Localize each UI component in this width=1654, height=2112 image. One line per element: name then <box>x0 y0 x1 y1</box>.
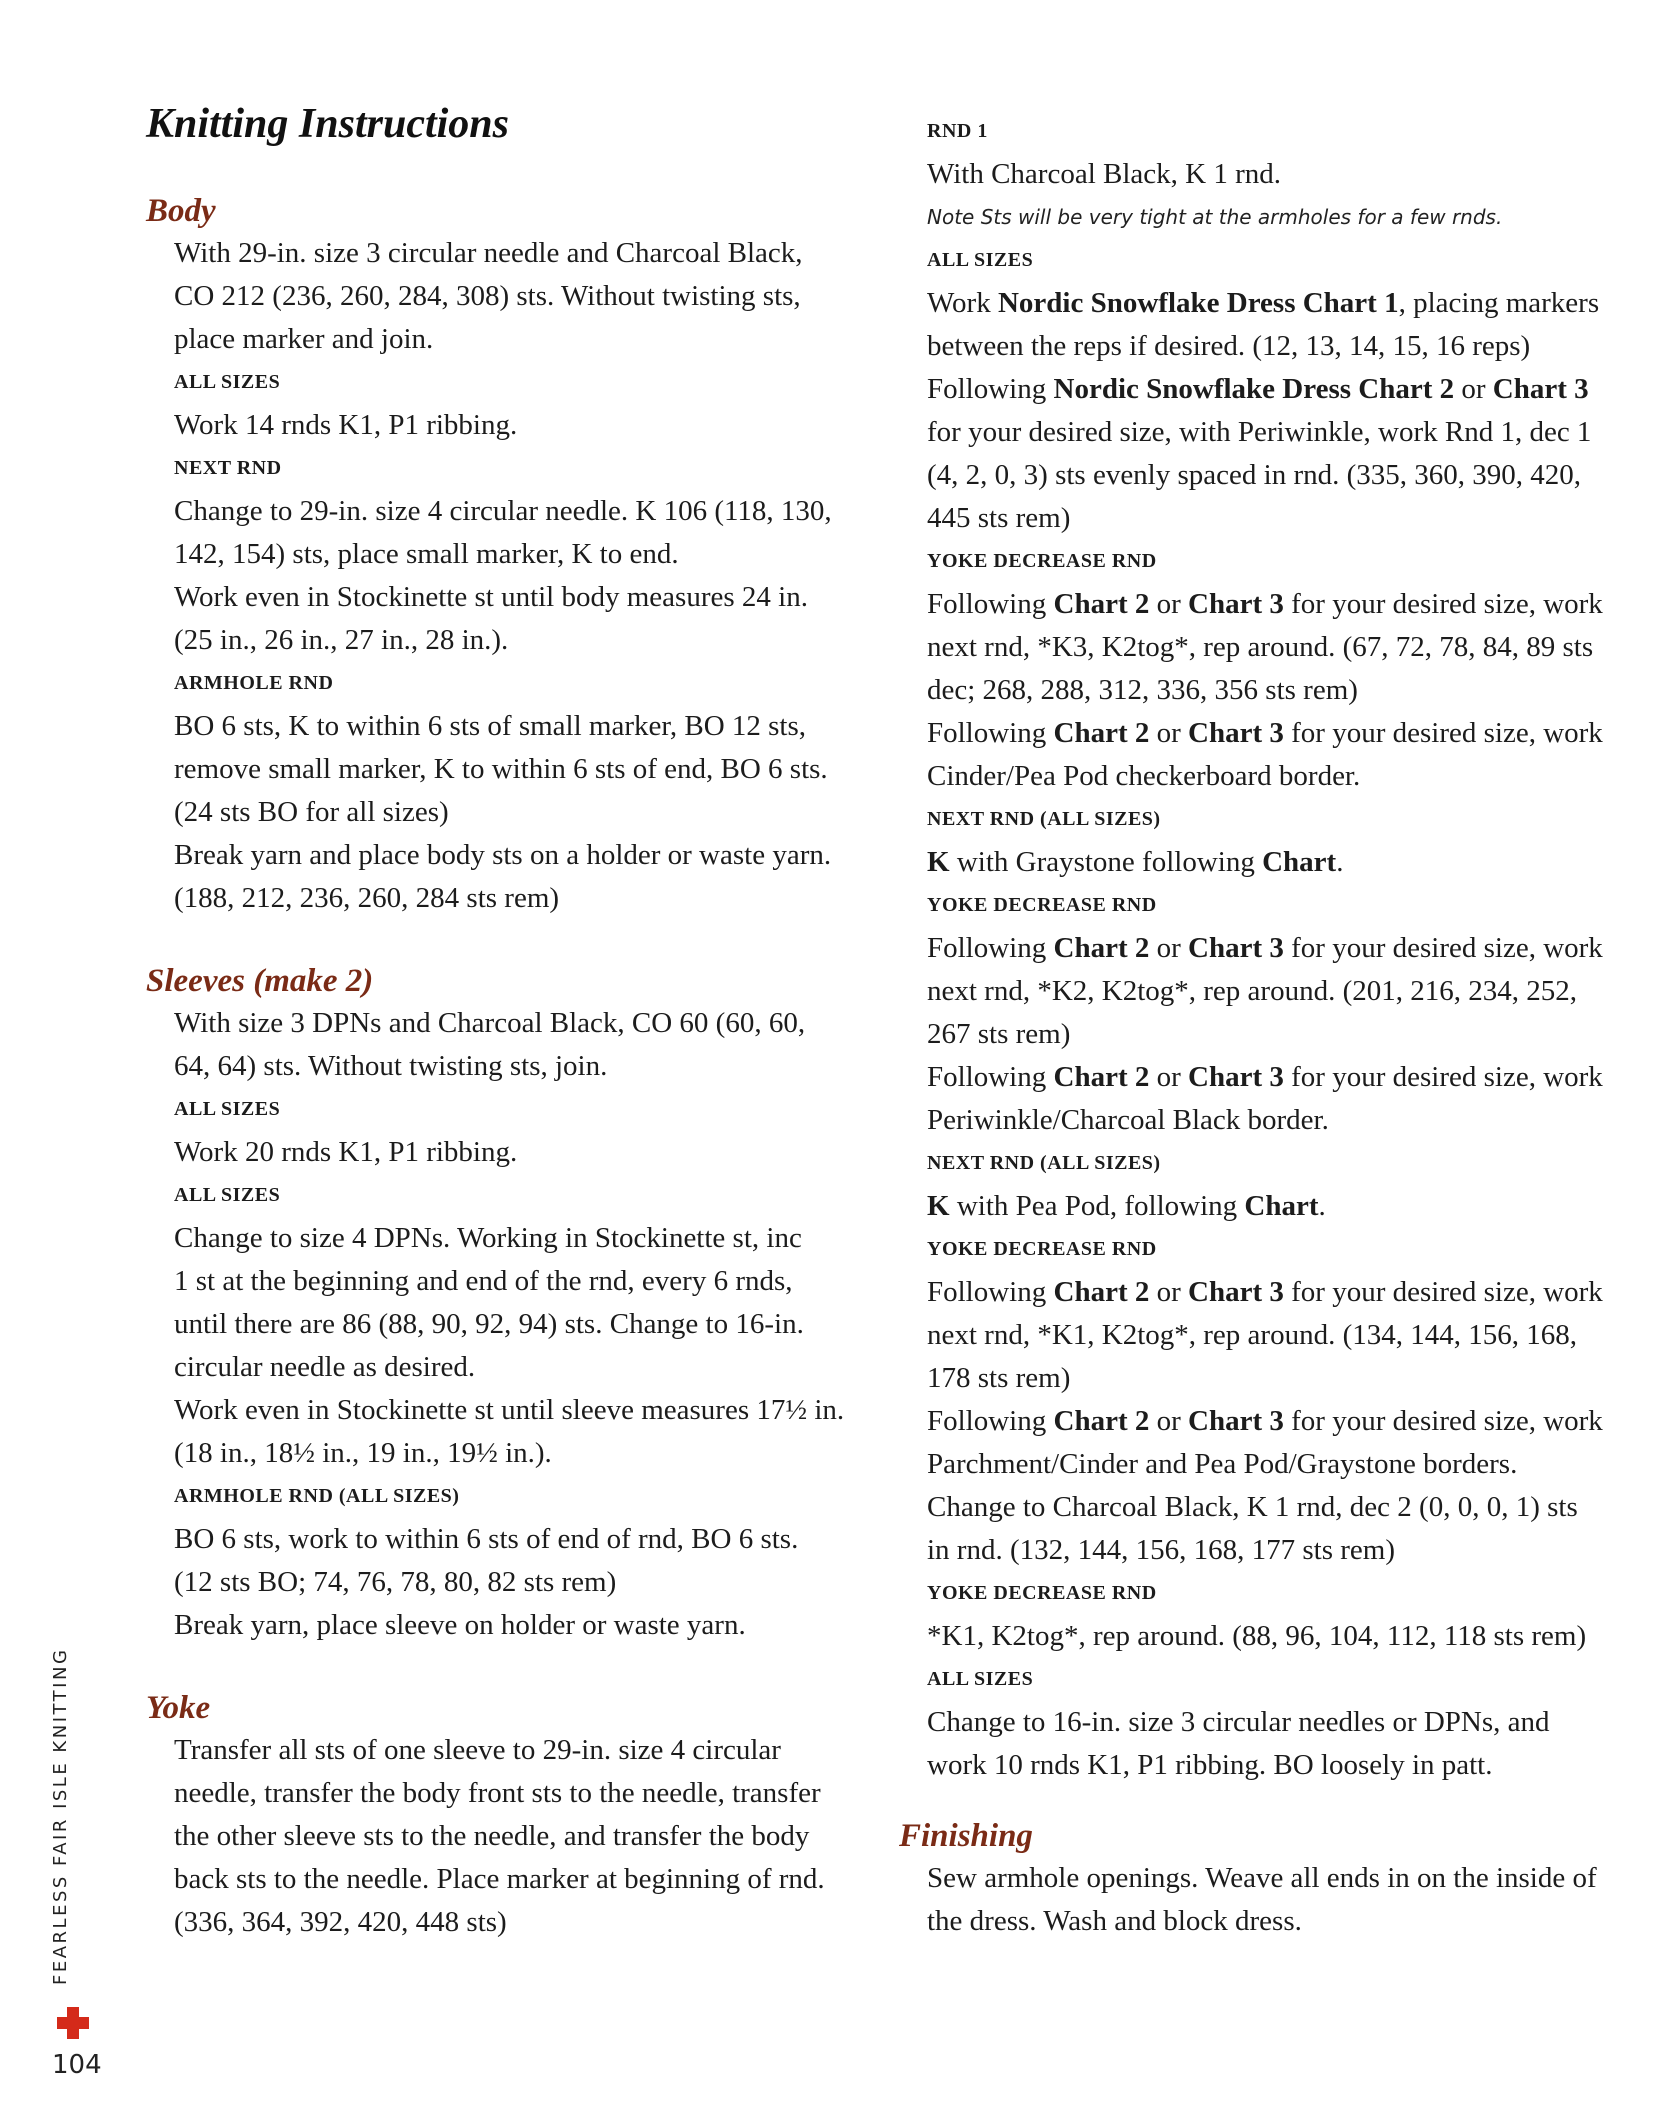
sleeves-line: circular needle as desired. <box>174 1351 476 1383</box>
right-column <box>899 110 1627 1943</box>
sublabel-armhole-rnd: ARMHOLE RND (ALL SIZES) <box>174 1485 460 1507</box>
sublabel-all-sizes: ALL SIZES <box>927 249 1034 271</box>
instruction-line: Following Chart 2 or Chart 3 for your desired size, work <box>927 1405 1603 1437</box>
note-line <box>927 196 1627 239</box>
chart-ref: Chart 3 <box>1188 717 1284 749</box>
instruction-line: Following Chart 2 or Chart 3 for your desired size, work <box>927 932 1603 964</box>
yoke-line: (336, 364, 392, 420, 448 sts) <box>174 1906 507 1938</box>
sleeves-line: 1 st at the beginning and end of the rnd, every 6 rnds, <box>174 1265 793 1297</box>
instruction-line: Following Chart 2 or Chart 3 for your desired size, work <box>927 1061 1603 1093</box>
sublabel-all-sizes: ALL SIZES <box>927 1668 1034 1690</box>
yoke-section <box>146 1729 866 1944</box>
finishing-heading: Finishing <box>899 1818 1033 1854</box>
instruction-line: Cinder/Pea Pod checkerboard border. <box>927 760 1361 792</box>
body-line: Work even in Stockinette st until body measures 24 in. <box>174 581 808 613</box>
sleeves-line: 64, 64) sts. Without twisting sts, join. <box>174 1050 608 1082</box>
sleeves-line: (12 sts BO; 74, 76, 78, 80, 82 sts rem) <box>174 1566 617 1598</box>
sleeves-line: Work even in Stockinette st until sleeve measures 17½ in. <box>174 1394 845 1426</box>
chart-ref: Chart 2 <box>1053 1405 1150 1437</box>
body-section <box>146 232 866 920</box>
instruction-line: Work Nordic Snowflake Dress Chart 1, placing markers <box>927 287 1600 319</box>
instruction-line: dec; 268, 288, 312, 336, 356 sts rem) <box>927 674 1358 706</box>
note-label: Note <box>927 205 975 229</box>
chart-ref: Chart 3 <box>1188 932 1284 964</box>
sleeves-line: (18 in., 18½ in., 19 in., 19½ in.). <box>174 1437 552 1469</box>
left-column <box>146 190 866 1944</box>
body-line: (24 sts BO for all sizes) <box>174 796 449 828</box>
body-line: BO 6 sts, K to within 6 sts of small marker, BO 12 sts, <box>174 710 807 742</box>
yoke-line: Transfer all sts of one sleeve to 29-in. size 4 circular <box>174 1734 781 1766</box>
instruction-line: next rnd, *K1, K2tog*, rep around. (134, 144, 156, 168, <box>927 1319 1577 1351</box>
sleeves-line: Break yarn, place sleeve on holder or waste yarn. <box>174 1609 746 1641</box>
sublabel-all-sizes: ALL SIZES <box>174 1098 281 1120</box>
chart-ref: Chart 3 <box>1188 1405 1284 1437</box>
chart-ref: Chart 3 <box>1188 1061 1284 1093</box>
chart-ref: Chart <box>1262 846 1337 878</box>
chart-ref: Chart 2 <box>1053 588 1150 620</box>
body-line: place marker and join. <box>174 323 434 355</box>
chart-ref: Nordic Snowflake Dress Chart 2 <box>1053 373 1455 405</box>
chart-ref: Chart <box>1244 1190 1319 1222</box>
cross-icon <box>55 2005 91 2041</box>
instruction-line: Following Nordic Snowflake Dress Chart 2 or Chart 3 <box>927 373 1589 405</box>
chart-ref: Chart 3 <box>1188 588 1284 620</box>
sublabel-yoke-decrease-rnd: YOKE DECREASE RND <box>927 894 1157 916</box>
instruction-line: Following Chart 2 or Chart 3 for your desired size, work <box>927 1276 1603 1308</box>
body-line: (25 in., 26 in., 27 in., 28 in.). <box>174 624 509 656</box>
instruction-line: Change to Charcoal Black, K 1 rnd, dec 2 (0, 0, 0, 1) sts <box>927 1491 1578 1523</box>
sublabel-armhole-rnd: ARMHOLE RND <box>174 672 334 694</box>
sleeves-line: Change to size 4 DPNs. Working in Stockinette st, inc <box>174 1222 802 1254</box>
yoke-continued <box>927 110 1627 1787</box>
chart-ref: Chart 3 <box>1188 1276 1284 1308</box>
yoke-line: needle, transfer the body front sts to the needle, transfer <box>174 1777 821 1809</box>
chart-ref: Chart 2 <box>1053 932 1150 964</box>
finishing-line: the dress. Wash and block dress. <box>927 1905 1302 1937</box>
body-line: remove small marker, K to within 6 sts of end, BO 6 sts. <box>174 753 828 785</box>
body-line: CO 212 (236, 260, 284, 308) sts. Without twisting sts, <box>174 280 801 312</box>
instruction-line: 178 sts rem) <box>927 1362 1071 1394</box>
yoke-line: the other sleeve sts to the needle, and transfer the body <box>174 1820 810 1852</box>
instruction-line: 267 sts rem) <box>927 1018 1071 1050</box>
sleeves-line: until there are 86 (88, 90, 92, 94) sts. Change to 16-in. <box>174 1308 804 1340</box>
instruction-line: (4, 2, 0, 3) sts evenly spaced in rnd. (335, 360, 390, 420, <box>927 459 1582 491</box>
body-line: 142, 154) sts, place small marker, K to end. <box>174 538 679 570</box>
instruction-line: K with Graystone following Chart. <box>927 846 1344 878</box>
sublabel-all-sizes: ALL SIZES <box>174 371 281 393</box>
instruction-line: Parchment/Cinder and Pea Pod/Graystone borders. <box>927 1448 1518 1480</box>
book-title-spine: FEARLESS FAIR ISLE KNITTING <box>50 1647 71 1985</box>
sublabel-next-rnd: NEXT RND (ALL SIZES) <box>927 1152 1161 1174</box>
body-line: (188, 212, 236, 260, 284 sts rem) <box>174 882 560 914</box>
chart-ref: Chart 2 <box>1053 1061 1150 1093</box>
instruction-line: between the reps if desired. (12, 13, 14, 15, 16 reps) <box>927 330 1531 362</box>
sleeves-line: With size 3 DPNs and Charcoal Black, CO 60 (60, 60, <box>174 1007 806 1039</box>
instruction-line: next rnd, *K3, K2tog*, rep around. (67, 72, 78, 84, 89 sts <box>927 631 1594 663</box>
yoke-heading: Yoke <box>146 1690 211 1726</box>
finishing-section <box>927 1857 1627 1943</box>
instruction-line: 445 sts rem) <box>927 502 1071 534</box>
instruction-line: in rnd. (132, 144, 156, 168, 177 sts rem) <box>927 1534 1395 1566</box>
body-line: Break yarn and place body sts on a holder or waste yarn. <box>174 839 832 871</box>
sleeves-heading: Sleeves (make 2) <box>146 963 374 999</box>
chart-ref: Chart 3 <box>1492 373 1589 405</box>
body-heading: Body <box>146 193 216 229</box>
instruction-line: Change to 16-in. size 3 circular needles or DPNs, and <box>927 1706 1550 1738</box>
page-title: Knitting Instructions <box>146 101 510 147</box>
instruction-line: K with Pea Pod, following Chart. <box>927 1190 1326 1222</box>
sleeves-line: Work 20 rnds K1, P1 ribbing. <box>174 1136 518 1168</box>
body-line: With 29-in. size 3 circular needle and Charcoal Black, <box>174 237 803 269</box>
sleeves-line: BO 6 sts, work to within 6 sts of end of rnd, BO 6 sts. <box>174 1523 799 1555</box>
sublabel-next-rnd: NEXT RND <box>174 457 282 479</box>
page-number: 104 <box>52 2050 102 2080</box>
note-text: Sts will be very tight at the armholes for a few rnds. <box>974 205 1503 229</box>
instruction-line: Periwinkle/Charcoal Black border. <box>927 1104 1329 1136</box>
instruction-line: Following Chart 2 or Chart 3 for your desired size, work <box>927 717 1603 749</box>
finishing-line: Sew armhole openings. Weave all ends in on the inside of <box>927 1862 1597 1894</box>
instruction-line: With Charcoal Black, K 1 rnd. <box>927 158 1281 190</box>
instruction-line: for your desired size, with Periwinkle, work Rnd 1, dec 1 <box>927 416 1592 448</box>
yoke-line: back sts to the needle. Place marker at beginning of rnd. <box>174 1863 825 1895</box>
sublabel-next-rnd: NEXT RND (ALL SIZES) <box>927 808 1161 830</box>
sublabel-yoke-decrease-rnd: YOKE DECREASE RND <box>927 1582 1157 1604</box>
body-line: Change to 29-in. size 4 circular needle. K 106 (118, 130, <box>174 495 832 527</box>
instruction-line: *K1, K2tog*, rep around. (88, 96, 104, 112, 118 sts rem) <box>927 1620 1587 1652</box>
sleeves-section <box>146 1002 866 1647</box>
body-line: Work 14 rnds K1, P1 ribbing. <box>174 409 518 441</box>
sublabel-yoke-decrease-rnd: YOKE DECREASE RND <box>927 550 1157 572</box>
chart-ref: Chart 2 <box>1053 717 1150 749</box>
sublabel-all-sizes: ALL SIZES <box>174 1184 281 1206</box>
chart-ref: Chart 2 <box>1053 1276 1150 1308</box>
instruction-line: Following Chart 2 or Chart 3 for your desired size, work <box>927 588 1603 620</box>
instruction-line: next rnd, *K2, K2tog*, rep around. (201, 216, 234, 252, <box>927 975 1577 1007</box>
sublabel-rnd-1: RND 1 <box>927 120 988 142</box>
chart-ref: Nordic Snowflake Dress Chart 1 <box>997 287 1399 319</box>
instruction-line: work 10 rnds K1, P1 ribbing. BO loosely in patt. <box>927 1749 1493 1781</box>
sublabel-yoke-decrease-rnd: YOKE DECREASE RND <box>927 1238 1157 1260</box>
